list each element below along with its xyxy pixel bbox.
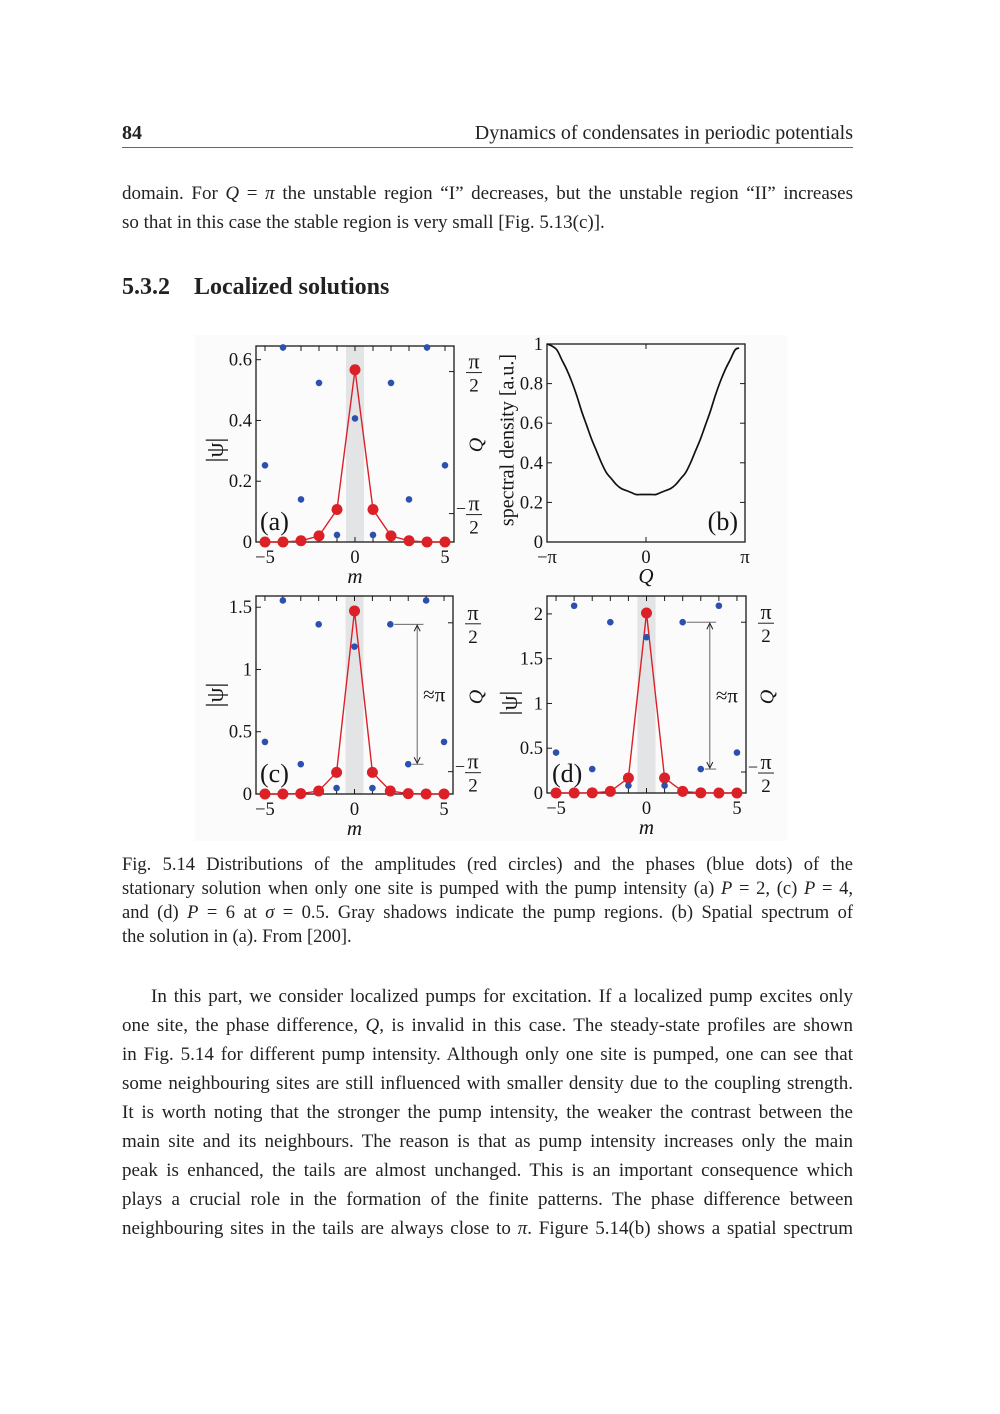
amplitude-point xyxy=(277,789,288,800)
math-symbol: P xyxy=(187,903,199,923)
text-line xyxy=(122,1011,853,1040)
amplitude-point xyxy=(695,787,706,798)
fraction-denominator: 2 xyxy=(469,517,479,539)
fraction-numerator: π xyxy=(468,348,480,374)
amplitude-point xyxy=(404,535,415,546)
y2-tick-label xyxy=(456,491,482,539)
y-tick-label: 0.5 xyxy=(228,722,252,743)
text-run: the unstable region “I” decreases, but the unstable region “II” increases xyxy=(274,183,853,204)
amplitude-point xyxy=(314,530,325,541)
text-run: = 2, (c) xyxy=(732,879,804,899)
text-line xyxy=(122,901,853,925)
section-heading xyxy=(122,273,389,301)
text-run: so that in this case the stable region is very small [Fig. 5.13(c)]. xyxy=(122,212,605,233)
y-tick-label: 2 xyxy=(533,604,543,625)
phase-point xyxy=(405,761,412,768)
text-run: = 6 at xyxy=(198,903,266,923)
amplitude-point xyxy=(569,788,580,799)
text-run: , is invalid in this case. The steady-state profiles are shown xyxy=(379,1015,853,1036)
pump-region-band xyxy=(346,346,364,542)
y-axis-label: spectral density [a.u.] xyxy=(496,353,519,527)
phase-point xyxy=(369,785,376,792)
x-tick-label: −5 xyxy=(546,799,566,819)
amplitude-point xyxy=(677,786,688,797)
math-symbol: P xyxy=(803,879,816,899)
text-line xyxy=(122,877,853,901)
amplitude-point xyxy=(421,789,432,800)
panel-b xyxy=(497,335,751,588)
text-line xyxy=(122,925,853,949)
header-rule xyxy=(122,147,853,148)
phase-point xyxy=(262,739,269,746)
x-tick-label: 0 xyxy=(641,799,652,819)
amplitude-point xyxy=(440,537,451,548)
phase-point xyxy=(625,782,632,789)
amplitude-point xyxy=(713,788,724,799)
text-run: . Figure 5.14(b) shows a spatial spectrum xyxy=(527,1218,853,1239)
y2-tick-label xyxy=(465,600,481,648)
fraction-numerator: π xyxy=(467,599,479,625)
text-run: and (d) xyxy=(122,903,188,923)
panel-d xyxy=(497,596,779,839)
section-number: 5.3.2 xyxy=(122,274,170,300)
x-tick-label: 5 xyxy=(439,800,449,820)
x-axis-label: m xyxy=(346,816,363,840)
text-line xyxy=(122,1069,853,1098)
intro-paragraph xyxy=(122,179,853,237)
phase-point xyxy=(734,749,741,756)
phase-point xyxy=(316,380,323,387)
math-symbol: P xyxy=(720,879,733,899)
phase-point xyxy=(334,532,341,539)
fraction-denominator: 2 xyxy=(468,626,478,648)
minus-sign: − xyxy=(455,498,466,519)
panel-label: (c) xyxy=(260,759,289,788)
math-symbol: Q xyxy=(225,183,240,204)
phase-point xyxy=(352,415,359,422)
fraction-denominator: 2 xyxy=(761,626,771,648)
phase-point xyxy=(280,344,287,351)
phase-point xyxy=(298,496,305,503)
y-axis-label: |ψ| xyxy=(496,690,523,716)
text-run: the solution in (a). From [200]. xyxy=(122,927,352,947)
y2-tick-label xyxy=(748,749,774,797)
amplitude-point xyxy=(367,767,378,778)
phase-point xyxy=(351,643,358,650)
amplitude-point xyxy=(386,530,397,541)
y-axis-label: |ψ| xyxy=(202,437,229,463)
amplitude-point xyxy=(259,789,270,800)
figure-5-14 xyxy=(195,335,787,841)
x-tick-label: 0 xyxy=(641,548,651,568)
fraction-numerator: π xyxy=(760,749,772,775)
phase-point xyxy=(571,602,578,609)
text-line xyxy=(122,1098,853,1127)
y-tick-label: 1 xyxy=(242,660,252,681)
y-tick-label: 0.2 xyxy=(228,472,252,493)
amplitude-point xyxy=(403,788,414,799)
text-line xyxy=(122,853,853,877)
y2-tick-label xyxy=(466,349,482,397)
text-run: It is worth noting that the stronger the pump intensity, the weaker the contrast between the xyxy=(122,1102,853,1123)
text-run: neighbouring sites in the tails are always close to xyxy=(122,1218,518,1239)
y2-axis-label: Q xyxy=(465,689,488,705)
text-line xyxy=(122,1127,853,1156)
x-tick-label: 0 xyxy=(350,548,360,568)
amplitude-point xyxy=(551,788,562,799)
amplitude-point xyxy=(385,786,396,797)
y-tick-label: 1 xyxy=(533,335,543,355)
x-tick-label: −5 xyxy=(255,800,275,820)
annotation-label: ≈π xyxy=(715,683,738,708)
phase-point xyxy=(280,597,287,604)
y-axis-label: |ψ| xyxy=(202,682,229,708)
x-axis-label: m xyxy=(347,564,363,588)
text-line xyxy=(122,208,853,237)
text-run: = xyxy=(239,183,266,204)
phase-point xyxy=(661,782,668,789)
y-tick-label: 0.5 xyxy=(519,739,543,760)
text-line xyxy=(122,982,853,1011)
y-tick-label: 0.6 xyxy=(228,350,252,371)
amplitude-point xyxy=(349,605,360,616)
x-axis-label: Q xyxy=(638,564,654,588)
fraction-numerator: π xyxy=(468,490,480,516)
phase-point xyxy=(333,785,340,792)
panel-c xyxy=(203,596,488,840)
phase-point xyxy=(697,766,704,773)
text-line xyxy=(122,179,853,208)
phase-point xyxy=(262,462,269,469)
y-tick-label: 0 xyxy=(242,785,252,805)
panel-label: (b) xyxy=(707,507,738,536)
text-run: stationary solution when only one site is pumped with the pump intensity (a) xyxy=(122,879,721,899)
figure-caption xyxy=(122,853,853,949)
phase-difference-annotation xyxy=(394,624,445,764)
y-tick-label: 0 xyxy=(533,784,543,804)
y2-axis-label: Q xyxy=(756,689,779,705)
y-tick-label: 1.5 xyxy=(228,598,252,619)
phase-difference-annotation xyxy=(687,622,739,769)
amplitude-point xyxy=(295,788,306,799)
text-run: one site, the phase difference, xyxy=(122,1015,366,1036)
x-tick-label: −π xyxy=(537,548,557,568)
minus-sign: − xyxy=(454,756,465,777)
amplitude-point xyxy=(731,788,742,799)
phase-point xyxy=(441,739,448,746)
amplitude-point xyxy=(623,773,634,784)
page-number: 84 xyxy=(122,122,142,144)
x-tick-label: 5 xyxy=(440,548,450,568)
panel-label: (a) xyxy=(260,507,289,536)
x-tick-label: −5 xyxy=(255,548,275,568)
y-tick-label: 0.6 xyxy=(519,414,543,435)
phase-point xyxy=(679,619,686,626)
x-tick-label: 0 xyxy=(349,800,360,820)
panel-label: (d) xyxy=(552,759,583,788)
amplitude-point xyxy=(313,786,324,797)
fraction-numerator: π xyxy=(467,748,479,774)
section-title: Localized solutions xyxy=(194,274,390,300)
text-line xyxy=(122,1185,853,1214)
phase-point xyxy=(607,619,614,626)
phase-point xyxy=(387,621,394,628)
text-line xyxy=(122,1214,853,1243)
text-run: some neighbouring sites are still influenced with smaller density due to the coupling strength. xyxy=(122,1073,853,1094)
phase-point xyxy=(297,761,304,768)
phase-point xyxy=(406,496,413,503)
y2-tick-label xyxy=(455,749,481,797)
text-run: Fig. 5.14 Distributions of the amplitudes (red circles) and the phases (blue dots) of the xyxy=(122,855,853,875)
amplitude-point xyxy=(439,789,450,800)
y-tick-label: 0 xyxy=(242,533,252,553)
fraction-denominator: 2 xyxy=(469,375,479,397)
y-tick-label: 0.4 xyxy=(228,411,252,432)
phase-point xyxy=(315,621,322,628)
fraction-numerator: π xyxy=(760,599,772,625)
y-tick-label: 0.2 xyxy=(519,493,543,514)
amplitude-point xyxy=(641,608,652,619)
y-tick-label: 0.4 xyxy=(519,453,543,474)
text-run: plays a crucial role in the formation of the finite patterns. The phase difference between xyxy=(122,1189,853,1210)
math-symbol: π xyxy=(517,1218,528,1239)
figure-plots xyxy=(195,335,787,841)
phase-point xyxy=(370,532,377,539)
amplitude-point xyxy=(605,786,616,797)
phase-point xyxy=(589,766,596,773)
text-run: peak is enhanced, the tails are almost unchanged. This is an important consequence which xyxy=(122,1160,853,1181)
x-axis-label: m xyxy=(638,815,655,839)
spectrum-curve xyxy=(547,344,739,495)
minus-sign: − xyxy=(747,757,758,778)
math-symbol: σ xyxy=(265,903,275,923)
amplitude-point xyxy=(278,537,289,548)
amplitude-point xyxy=(368,504,379,515)
panel-a xyxy=(203,344,488,588)
amplitude-point xyxy=(332,504,343,515)
x-tick-label: 5 xyxy=(732,799,742,819)
y2-axis-label: Q xyxy=(465,437,488,453)
phase-point xyxy=(643,634,650,641)
math-symbol: π xyxy=(265,183,275,204)
fraction-denominator: 2 xyxy=(468,775,478,797)
fraction-denominator: 2 xyxy=(761,776,771,798)
text-line xyxy=(122,1040,853,1069)
text-run: domain. For xyxy=(122,183,226,204)
pump-region-band xyxy=(346,596,364,794)
y-tick-label: 1.5 xyxy=(519,649,543,670)
pump-region-band xyxy=(637,596,655,793)
text-run: main site and its neighbours. The reason is that as pump intensity increases only the main xyxy=(122,1131,853,1152)
math-symbol: Q xyxy=(365,1015,380,1036)
phase-point xyxy=(442,462,449,469)
amplitude-point xyxy=(659,773,670,784)
running-head: Dynamics of condensates in periodic potentials xyxy=(474,122,853,144)
annotation-label: ≈π xyxy=(423,682,446,707)
text-run: = 0.5. Gray shadows indicate the pump regions. (b) Spatial spectrum of xyxy=(274,903,853,923)
amplitude-point xyxy=(587,787,598,798)
amplitude-point xyxy=(296,535,307,546)
y2-tick-label xyxy=(758,599,774,647)
amplitude-point xyxy=(331,767,342,778)
phase-point xyxy=(423,597,430,604)
body-paragraph xyxy=(122,982,853,1243)
phase-point xyxy=(553,749,560,756)
y-tick-label: 0 xyxy=(533,533,543,553)
text-run: in Fig. 5.14 for different pump intensity. Although only one site is pumped, one can see that xyxy=(122,1044,853,1065)
text-run: In this part, we consider localized pumps for excitation. If a localized pump excites only xyxy=(151,986,853,1007)
phase-point xyxy=(424,344,431,351)
phase-point xyxy=(716,602,723,609)
y-tick-label: 1 xyxy=(533,694,543,715)
text-run: = 4, xyxy=(815,879,854,899)
amplitude-point xyxy=(260,537,271,548)
y-tick-label: 0.8 xyxy=(519,374,543,395)
amplitude-point xyxy=(422,537,433,548)
amplitude-point xyxy=(350,364,361,375)
text-line xyxy=(122,1156,853,1185)
phase-point xyxy=(388,380,395,387)
x-tick-label: π xyxy=(740,548,750,568)
